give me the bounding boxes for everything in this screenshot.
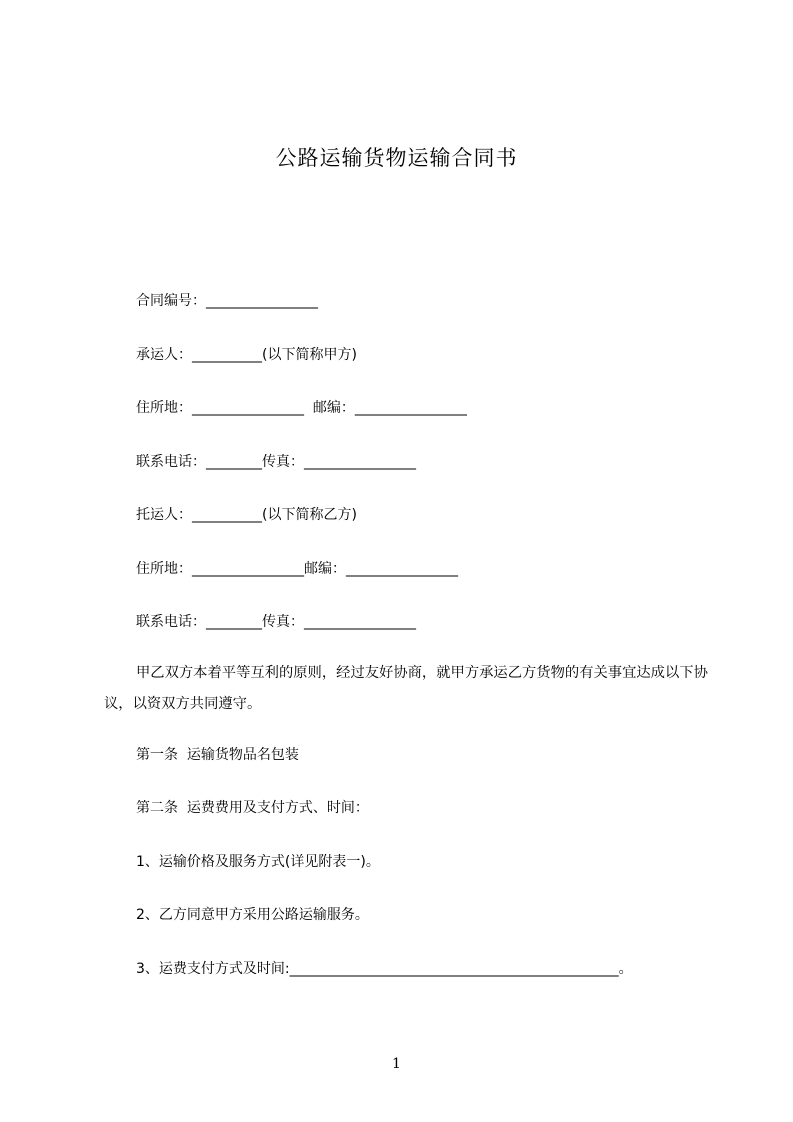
shipper-address-field: 住所地：________________邮编：________________: [136, 561, 458, 577]
article-2-item-3: 3、运费支付方式及时间:_______________________________________________。: [136, 961, 633, 977]
article-1-heading: 第一条 运输货物品名包装: [136, 747, 299, 763]
article-2-item-1: 1、运输价格及服务方式(详见附表一)。: [136, 854, 380, 870]
shipper-phone-field: 联系电话：________传真：________________: [136, 614, 416, 630]
article-2-heading: 第二条 运费费用及支付方式、时间：: [136, 800, 369, 816]
intro-paragraph: 甲乙双方本着平等互利的原则，经过友好协商，就甲方承运乙方货物的有关事宜达成以下协议，以资双方共同遵守。: [104, 665, 708, 712]
carrier-phone-field: 联系电话：________传真：________________: [136, 454, 416, 470]
document-title: 公路运输货物运输合同书: [275, 146, 518, 170]
carrier-address-field: 住所地：________________ 邮编：________________: [136, 400, 467, 416]
shipper-field: 托运人：__________(以下简称乙方): [136, 507, 357, 523]
article-2-item-2: 2、乙方同意甲方采用公路运输服务。: [136, 907, 369, 923]
carrier-field: 承运人：__________(以下简称甲方): [136, 347, 357, 363]
page-number: 1: [392, 1056, 401, 1072]
contract-number-field: 合同编号：________________: [136, 293, 318, 309]
